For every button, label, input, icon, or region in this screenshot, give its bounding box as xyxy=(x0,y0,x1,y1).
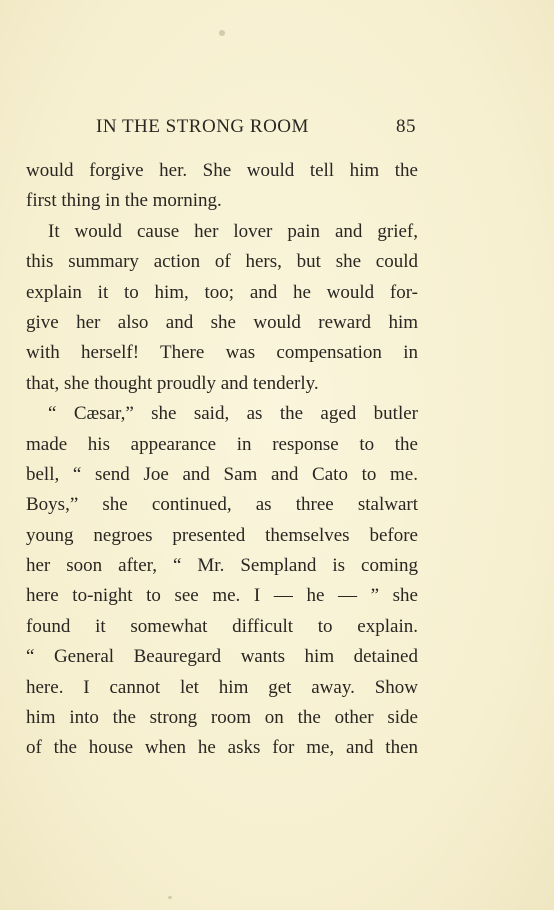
running-title: IN THE STRONG ROOM xyxy=(96,116,309,137)
text-line: her soon after, “ Mr. Sempland is coming xyxy=(26,555,418,577)
text-line: explain it to him, too; and he would for- xyxy=(26,281,418,303)
text-line: would forgive her. She would tell him the xyxy=(26,160,418,181)
text-line: of the house when he asks for me, and then xyxy=(26,737,418,759)
text-line: “ Cæsar,” she said, as the aged butler xyxy=(48,403,418,425)
text-line: give her also and she would reward him xyxy=(26,311,418,333)
text-line: It would cause her lover pain and grief, xyxy=(48,220,418,242)
text-line: made his appearance in response to the xyxy=(26,433,418,455)
text-line: this summary action of hers, but she could xyxy=(26,251,418,273)
page-number: 85 xyxy=(396,116,416,137)
body-text xyxy=(26,156,418,764)
text-line: found it somewhat difficult to explain. xyxy=(26,615,418,637)
paper-speck xyxy=(168,896,172,899)
text-line: that, she thought proudly and tenderly. xyxy=(26,372,319,394)
text-line: here to-night to see me. I — he — ” she xyxy=(26,585,418,607)
text-line: “ General Beauregard wants him detained xyxy=(26,646,418,668)
text-line: with herself! There was compensation in xyxy=(26,342,418,364)
text-line: Boys,” she continued, as three stalwart xyxy=(26,494,418,516)
text-line: young negroes presented themselves before xyxy=(26,524,418,546)
text-line: first thing in the morning. xyxy=(26,190,222,212)
text-line: here. I cannot let him get away. Show xyxy=(26,676,418,698)
text-line: him into the strong room on the other side xyxy=(26,707,418,729)
text-line: bell, “ send Joe and Sam and Cato to me. xyxy=(26,463,418,485)
paper-speck xyxy=(219,30,225,36)
running-header xyxy=(96,116,416,140)
